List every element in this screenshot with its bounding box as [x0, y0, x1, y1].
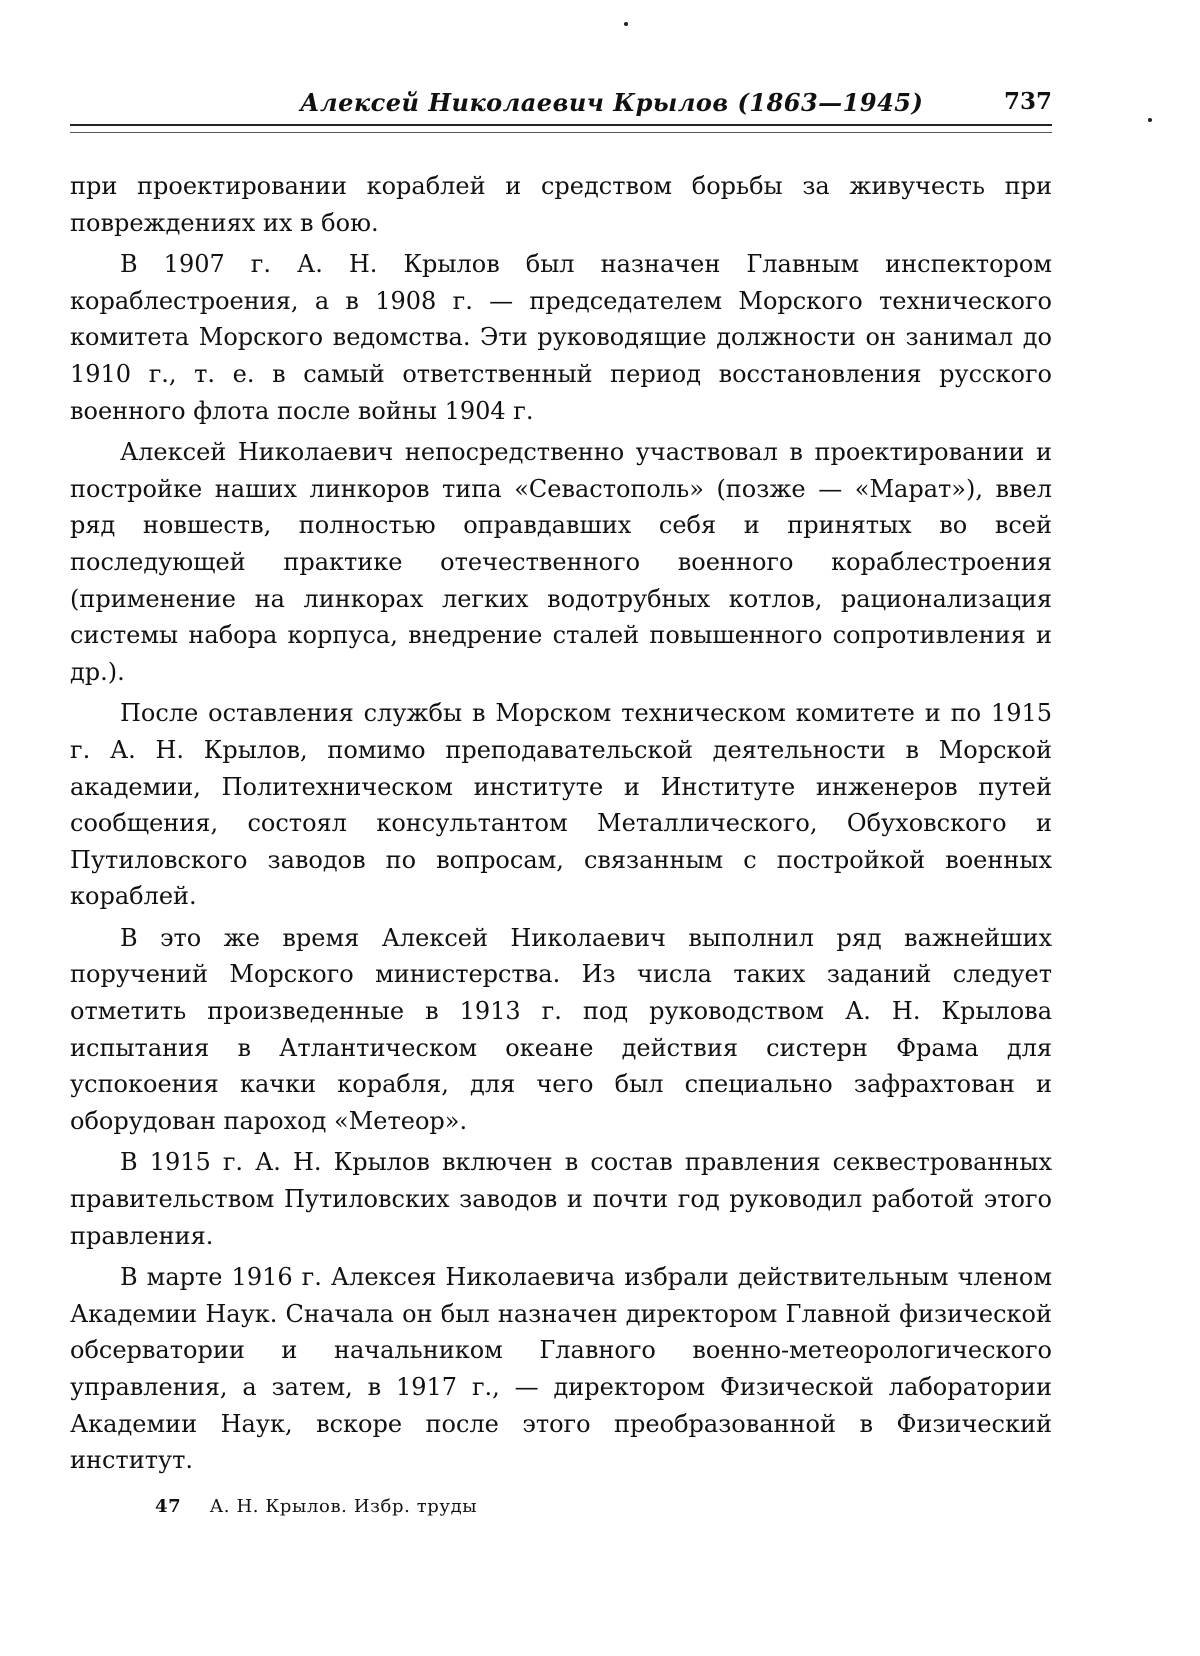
header-rule — [70, 124, 1052, 133]
paragraph: В 1915 г. А. Н. Крылов включен в состав правления секвестрованных правительством Путиловских заводов и почти год руководил работой этого правления. — [70, 1148, 1052, 1250]
book-page — [70, 0, 1052, 1656]
running-title: Алексей Николаевич Крылов (1863—1945) — [300, 88, 924, 117]
scan-speck — [1148, 118, 1152, 122]
paragraph: Алексей Николаевич непосредственно участвовал в проектировании и постройке наших линкоров типа «Севастополь» (позже — «Марат»), ввел ряд новшеств, полностью оправдавших себя и принятых во всей последующей практике отечественного военного кораблестроения (применение на линкорах легких водотрубных котлов, рационализация системы набора корпуса, внедрение сталей повышенного сопротивления и др.). — [70, 438, 1052, 686]
scan-speck — [624, 22, 628, 26]
paragraph: при проектировании кораблей и средством борьбы за живучесть при повреждениях их в бою. — [70, 172, 1052, 237]
paragraph: В 1907 г. А. Н. Крылов был назначен Главным инспектором кораблестроения, а в 1908 г. — председателем Морского технического комитета Морского ведомства. Эти руководящие должности он занимал до 1910 г., т. е. в самый ответственный период восстановления русского военного флота после войны 1904 г. — [70, 250, 1052, 425]
signature-number: 47 — [155, 1496, 182, 1517]
body-text — [70, 168, 1052, 1484]
paragraph: В марте 1916 г. Алексея Николаевича избрали действительным членом Академии Наук. Сначала он был назначен директором Главной физической обсерватории и начальником Главного военно-метеорологического управления, а затем, в 1917 г., — директором Физической лаборатории Академии Наук, вскоре после этого преобразованной в Физический институт. — [70, 1263, 1052, 1475]
paragraph: В это же время Алексей Николаевич выполнил ряд важнейших поручений Морского министерства. Из числа таких заданий следует отметить произведенные в 1913 г. под руководством А. Н. Крылова испытания в Атлантическом океане действия систерн Фрама для успокоения качки корабля, для чего был специально зафрахтован и оборудован пароход «Метеор». — [70, 923, 1052, 1135]
page-number: 737 — [1003, 88, 1052, 115]
paragraph: После оставления службы в Морском техническом комитете и по 1915 г. А. Н. Крылов, помимо преподавательской деятельности в Морской академии, Политехническом институте и Институте инженеров путей сообщения, состоял консультантом Металлического, Обуховского и Путиловского заводов по вопросам, связанным с постройкой военных кораблей. — [70, 699, 1052, 911]
running-header — [70, 88, 1052, 128]
signature-text: А. Н. Крылов. Избр. труды — [209, 1496, 478, 1517]
signature-line — [155, 1496, 477, 1517]
